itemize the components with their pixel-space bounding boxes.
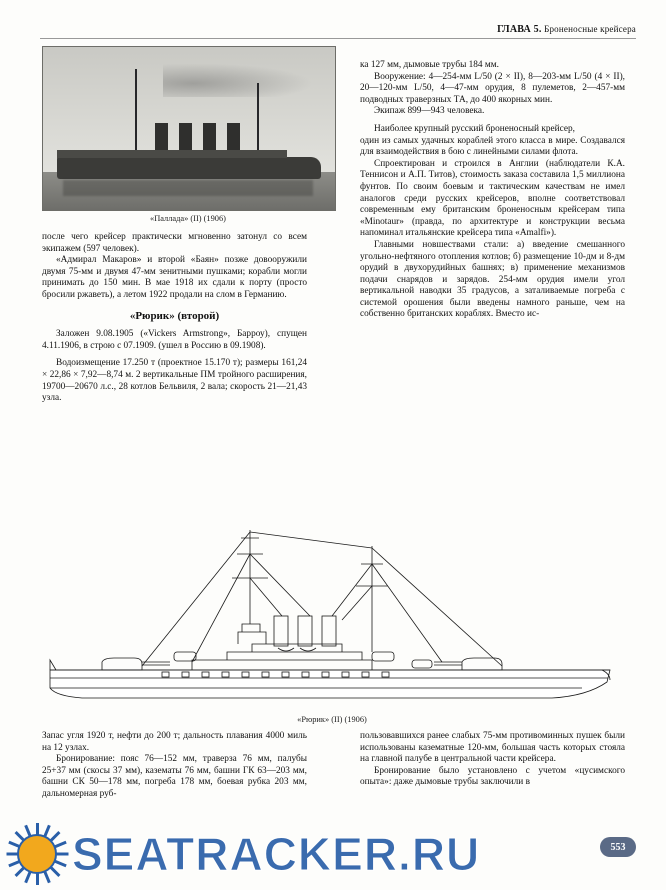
page-number: 553: [600, 837, 636, 857]
paragraph: Бронирование: пояс 76—152 мм, траверза 76 мм, палубы 25+37 мм (скосы 37 мм), казематы 76 мм, башни ГК 63—203 мм, башни СК 50—178 мм, погреба 178 мм, боевая рубка 203 мм, дальномерная руб-: [42, 754, 307, 799]
paragraph: ка 127 мм, дымовые трубы 184 мм.: [360, 60, 499, 70]
paragraph: Водоизмещение 17.250 т (проектное 15.170 т); размеры 161,24 × 22,86 × 7,92—8,74 м. 2 вертикальные ПМ тройного расширения, 19700—20670 л.с., 28 котлов Бельвиля, 2 вала; скорость 21—21,43 узла.: [42, 358, 307, 404]
paragraph: Наиболее крупный русский броненосный крейсер,: [374, 123, 575, 134]
ship-line-drawing: [42, 520, 622, 715]
sun-disc: [17, 834, 57, 874]
line-drawing-svg: [42, 520, 622, 715]
bottom-right-column: [360, 731, 625, 789]
section-subheading: «Рюрик» (второй): [129, 309, 220, 322]
photo-reflection: [63, 180, 313, 196]
chapter-number: ГЛАВА 5.: [497, 24, 542, 35]
chapter-title: Броненосные крейсера: [544, 24, 636, 34]
cruiser-photograph: [42, 46, 336, 211]
left-text-column: [42, 232, 307, 405]
paragraph: Заложен 9.08.1905 («Vickers Armstrong», Барроу), спущен 4.11.1906, в строю с 07.1909. (ушел в Россию в 09.1908).: [42, 329, 307, 351]
sun-logo-icon: [6, 823, 68, 885]
paragraph: после чего крейсер практически мгновенно затонул со всем экипажем (597 человек).: [42, 232, 307, 254]
bottom-left-column: [42, 731, 307, 801]
photo-caption: «Паллада» (II) (1906): [150, 214, 226, 223]
watermark-text: SEATRACKER.RU: [72, 828, 481, 880]
photo-hull: [57, 157, 321, 179]
paragraph: Спроектирован и строился в Англии (наблюдатели К.А. Теннисон и А.П. Титов), стоимость заказа составила 1,5 миллиона фунтов. По своим боевым и тактическим качествам не имел аналогов среди русских крейсеров, вполне соответствовал современным ему британским броненосным крейсерам типа «Minotaur» (правда, по архитектуре и конструкции весьма напоминал итальянские крейсера типа «Amalfi»).: [360, 158, 625, 239]
right-text-column: [360, 60, 625, 321]
paragraph: один из самых удачных кораблей этого класса в мире. Создавался для взаимодействия в бою с линейными силами флота.: [360, 135, 625, 158]
running-header: [497, 24, 636, 35]
drawing-caption: «Рюрик» (II) (1906): [297, 715, 367, 724]
paragraph: Бронирование было установлено с учетом «цусимского опыта»: даже дымовые трубы заключили в: [360, 765, 625, 788]
header-divider: [40, 38, 636, 39]
paragraph: Вооружение: 4—254-мм L/50 (2 × II), 8—203-мм L/50 (4 × II), 20—120-мм L/50, 4—47-мм орудия, 8 пулеметов, 2—457-мм подводных траверзных ТА, до 400 якорных мин.: [360, 71, 625, 105]
paragraph: Экипаж 899—943 человека.: [374, 106, 485, 117]
paragraph: пользовавшихся ранее слабых 75-мм противоминных пушек были использованы казематные 120-мм, большая часть которых стояла на главной палубе в центральной части крейсера.: [360, 731, 625, 765]
watermark: [0, 818, 666, 890]
paragraph: «Адмирал Макаров» и второй «Баян» позже довооружили двумя 75-мм и двумя 47-мм зенитными пушками; корабли могли принимать до 150 мин. В мае 1918 их сдали к порту (просто бросили ржаветь), а летом 1922 продали на слом в Германию.: [42, 255, 307, 300]
photo-caption-wrap: [42, 211, 334, 223]
photo-foremast: [135, 69, 137, 157]
photo-smoke: [163, 63, 313, 97]
paragraph: Главными новшествами стали: а) введение смешанного угольно-нефтяного отопления котлов; б) размещение 10-дм и 8-дм орудий в двухорудийных башнях; в) применение механизмов подачи снарядов и зарядов. 254-мм орудия имели угол вертикальной наводки 35 градусов, а заталиваемые погреба с системой орошения были введены намного раньше, чем на собственно британских кораблях. Вместо ис-: [360, 239, 625, 320]
photo-mainmast: [257, 83, 259, 157]
paragraph: Запас угля 1920 т, нефти до 200 т; дальность плавания 4000 миль на 12 узлах.: [42, 731, 307, 753]
